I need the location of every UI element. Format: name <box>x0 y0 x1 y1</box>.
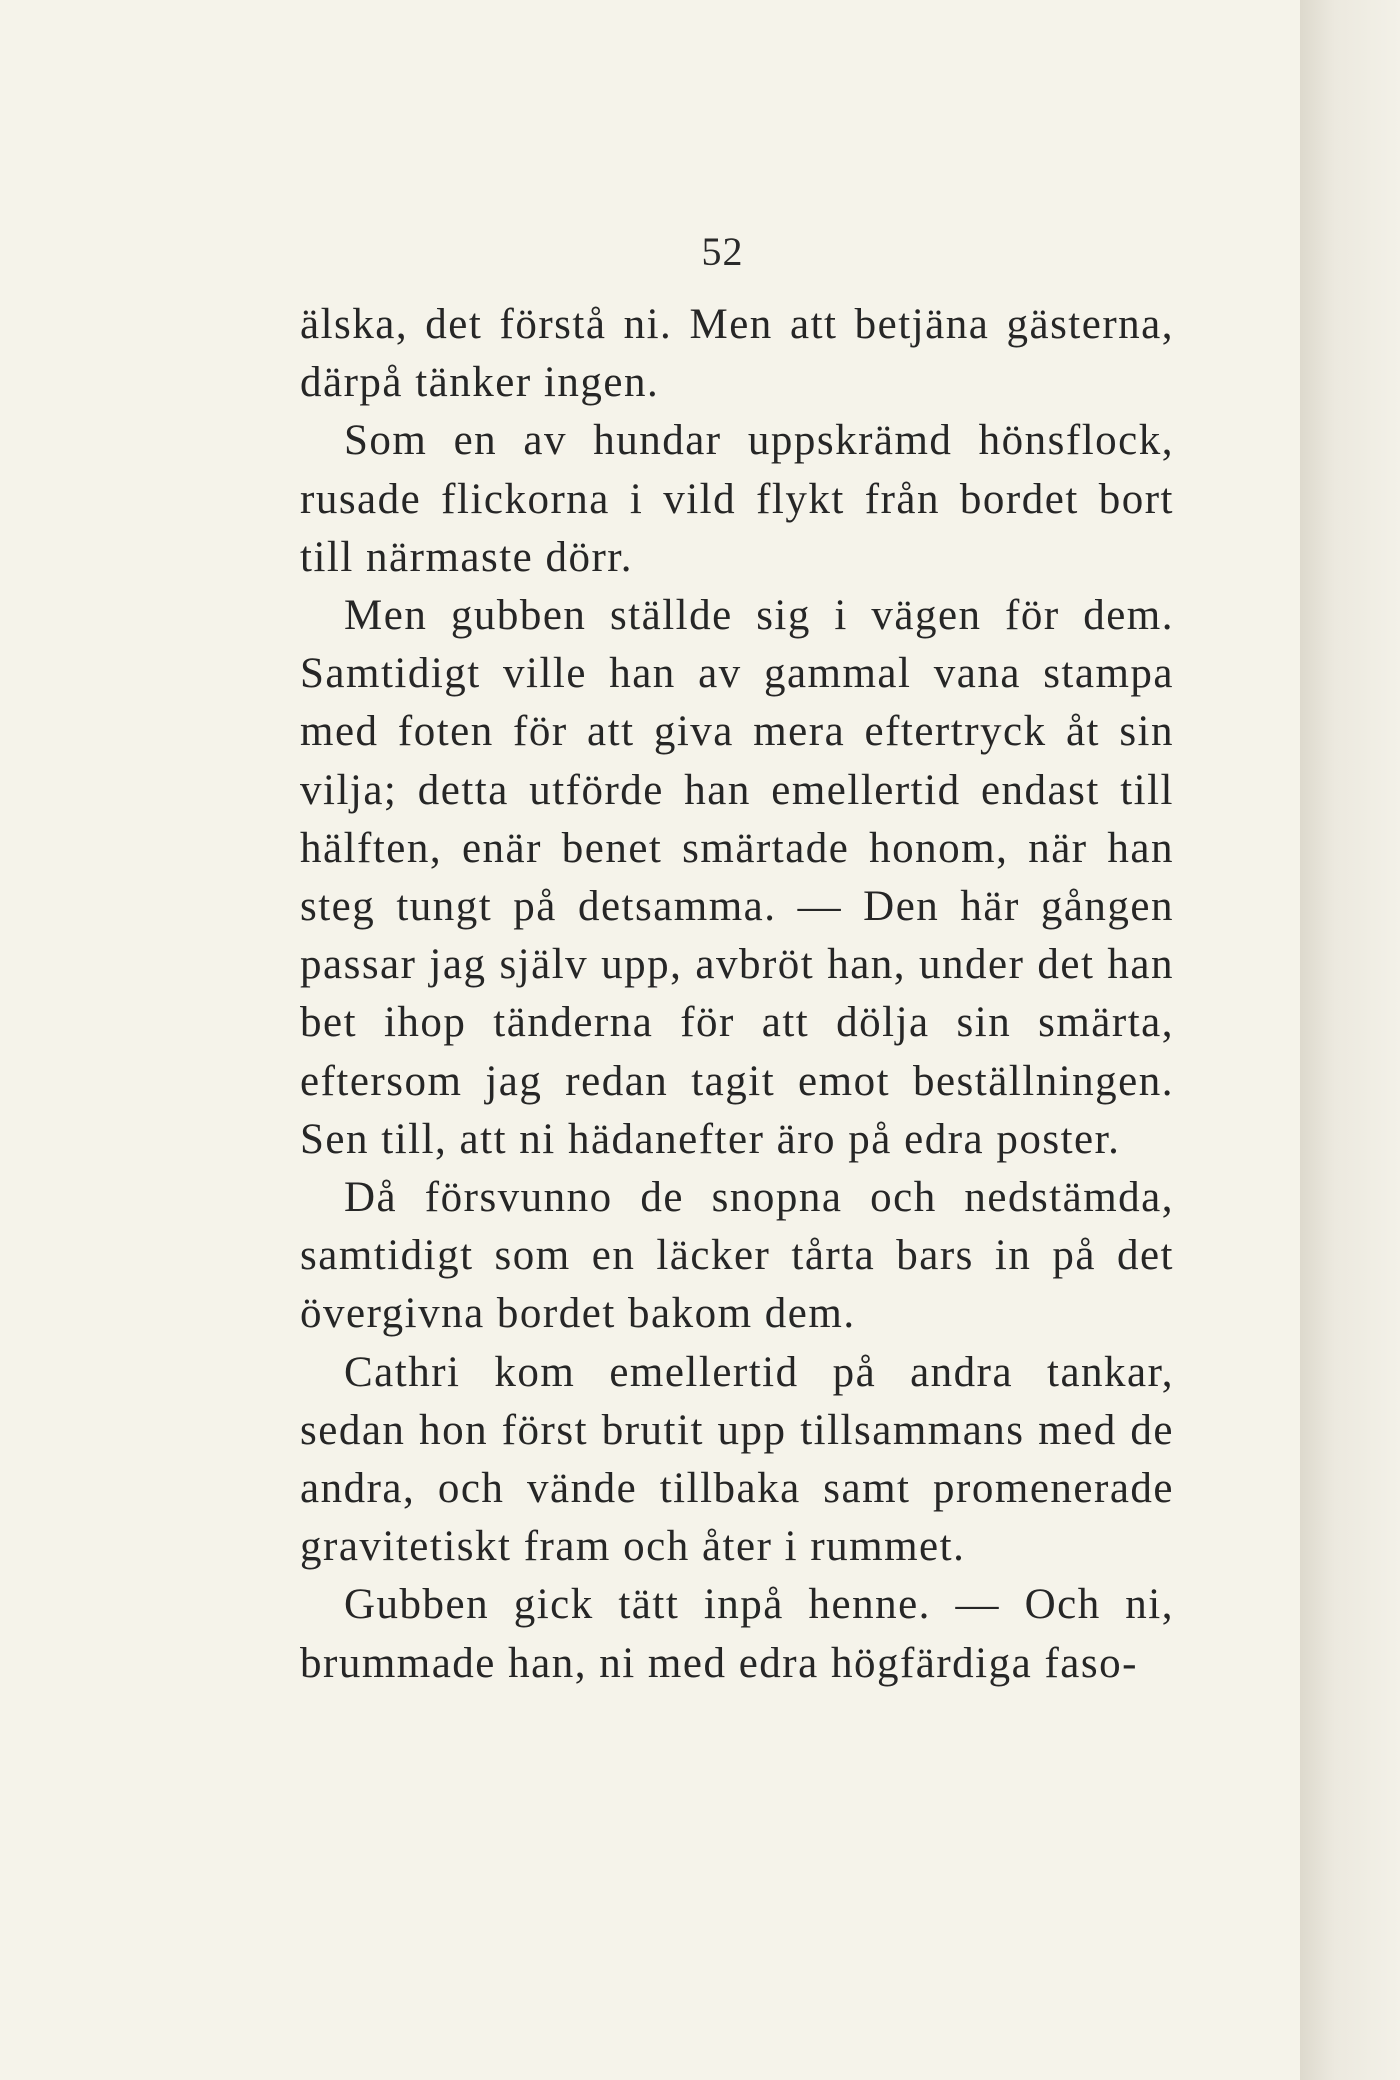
body-text <box>300 296 1174 1693</box>
page-number: 52 <box>701 229 744 274</box>
page-edge <box>1300 0 1400 2080</box>
paragraph-2: Som en av hundar uppskrämd hönsflock, rusade flickorna i vild flykt från bordet bort till närmaste dörr. <box>300 417 1174 581</box>
paragraph-1: älska, det förstå ni. Men att betjäna gästerna, därpå tänker ingen. <box>300 301 1174 407</box>
paragraph-6: Gubben gick tätt inpå henne. — Och ni, brummade han, ni med edra högfärdiga faso- <box>300 1581 1174 1687</box>
paragraph-3: Men gubben ställde sig i vägen för dem. Samtidigt ville han av gammal vana stampa med foten för att giva mera eftertryck åt sin vilja; detta utförde han emellertid endast till hälften, enär benet smärtade honom, när han steg tungt på detsamma. — Den här gången passar jag själv upp, avbröt han, under det han bet ihop tänderna för att dölja sin smärta, eftersom jag redan tagit emot beställningen. Sen till, att ni hädanefter äro på edra poster. <box>300 592 1174 1163</box>
paragraph-4: Då försvunno de snopna och nedstämda, samtidigt som en läcker tårta bars in på det övergivna bordet bakom dem. <box>300 1174 1174 1338</box>
paragraph-5: Cathri kom emellertid på andra tankar, sedan hon först brutit upp tillsammans med de andra, och vände tillbaka samt promenerade gravitetiskt fram och åter i rummet. <box>300 1348 1174 1571</box>
